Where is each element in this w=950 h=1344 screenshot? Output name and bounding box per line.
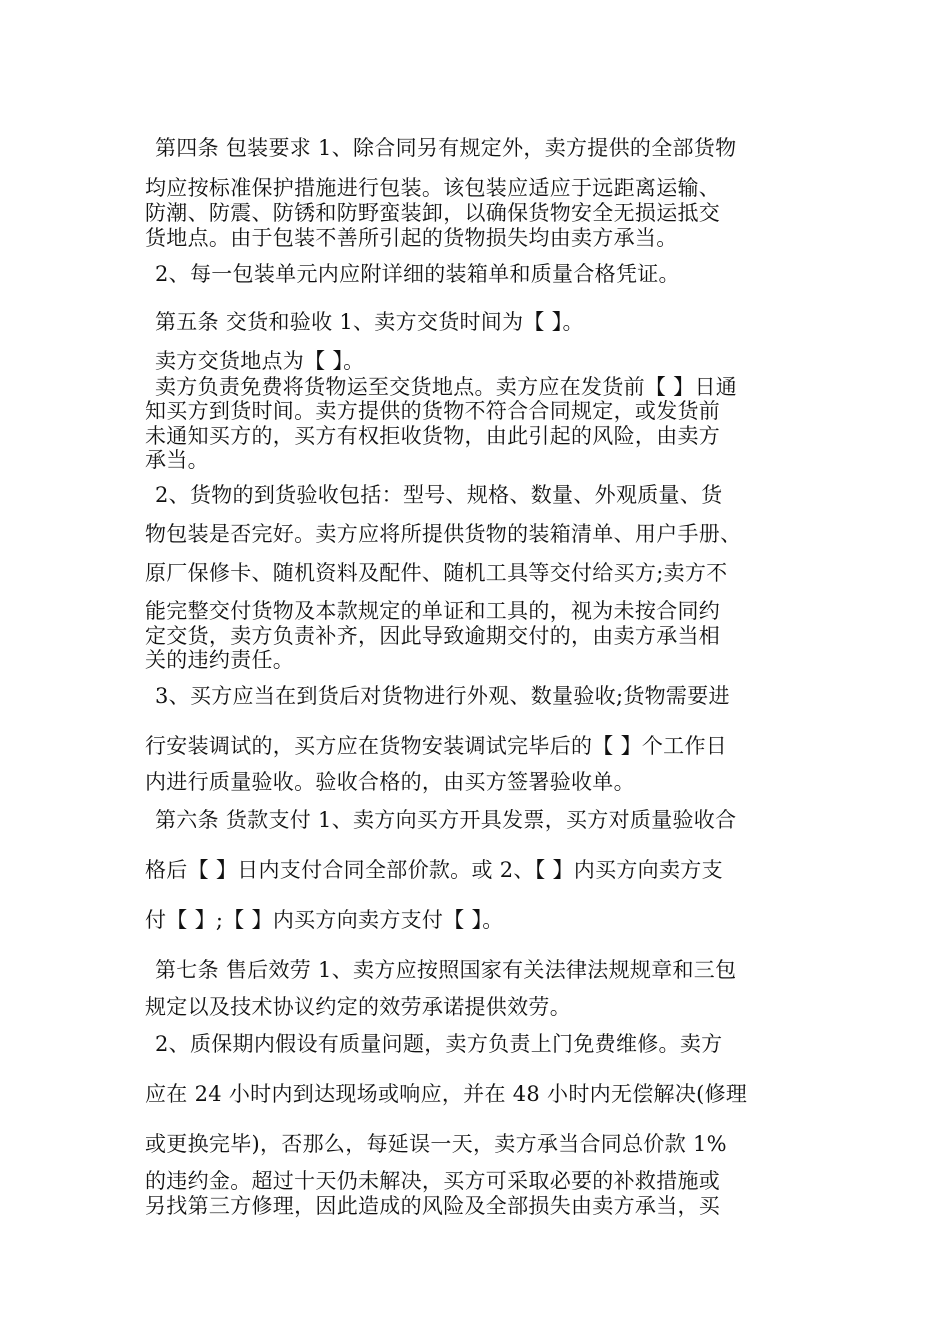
text-line: 定交货，卖方负责补齐，因此导致逾期交付的，由卖方承当相 [145,624,721,648]
text-line: 2、质保期内假设有质量问题，卖方负责上门免费维修。卖方 [155,1032,723,1056]
text-line: 或更换完毕)，否那么，每延误一天，卖方承当合同总价款 1% [145,1132,727,1156]
text-line: 卖方交货地点为【 】。 [155,349,365,373]
text-line: 关的违约责任。 [145,648,295,672]
text-line: 原厂保修卡、随机资料及配件、随机工具等交付给买方;卖方不 [145,561,728,585]
text-line: 3、买方应当在到货后对货物进行外观、数量验收;货物需要进 [155,684,730,708]
text-line: 第六条 货款支付 1、卖方向买方开具发票，买方对质量验收合 [155,808,737,832]
text-line: 2、每一包装单元内应附详细的装箱单和质量合格凭证。 [155,262,680,286]
text-line: 第四条 包装要求 1、除合同另有规定外，卖方提供的全部货物 [155,136,737,160]
text-line: 能完整交付货物及本款规定的单证和工具的，视为未按合同约 [145,599,721,623]
text-line: 规定以及技术协议约定的效劳承诺提供效劳。 [145,995,571,1019]
text-line: 卖方负责免费将货物运至交货地点。卖方应在发货前【 】日通 [155,375,738,399]
text-line: 的违约金。超过十天仍未解决，买方可采取必要的补救措施或 [145,1169,721,1193]
text-line: 货地点。由于包装不善所引起的货物损失均由卖方承当。 [145,226,678,250]
text-line: 第五条 交货和验收 1、卖方交货时间为【 】。 [155,310,584,334]
text-line: 防潮、防震、防锈和防野蛮装卸，以确保货物安全无损运抵交 [145,201,721,225]
text-line: 2、货物的到货验收包括：型号、规格、数量、外观质量、货 [155,483,723,507]
text-line: 承当。 [145,448,209,472]
text-line: 另找第三方修理，因此造成的风险及全部损失由卖方承当，买 [145,1194,721,1218]
text-line: 第七条 售后效劳 1、卖方应按照国家有关法律法规规章和三包 [155,958,737,982]
text-line: 未通知买方的，买方有权拒收货物，由此引起的风险，由卖方 [145,424,721,448]
text-line: 知买方到货时间。卖方提供的货物不符合合同规定，或发货前 [145,399,721,423]
text-line: 付【 】;【 】内买方向卖方支付【 】。 [145,908,504,932]
text-line: 格后【 】日内支付合同全部价款。或 2、【 】内买方向卖方支 [145,858,723,882]
text-line: 物包装是否完好。卖方应将所提供货物的装箱清单、用户手册、 [145,522,742,546]
text-line: 内进行质量验收。验收合格的，由买方签署验收单。 [145,770,635,794]
text-line: 行安装调试的，买方应在货物安装调试完毕后的【 】个工作日 [145,734,728,758]
text-line: 应在 24 小时内到达现场或响应，并在 48 小时内无偿解决(修理 [145,1082,748,1106]
text-line: 均应按标准保护措施进行包装。该包装应适应于远距离运输、 [145,176,721,200]
